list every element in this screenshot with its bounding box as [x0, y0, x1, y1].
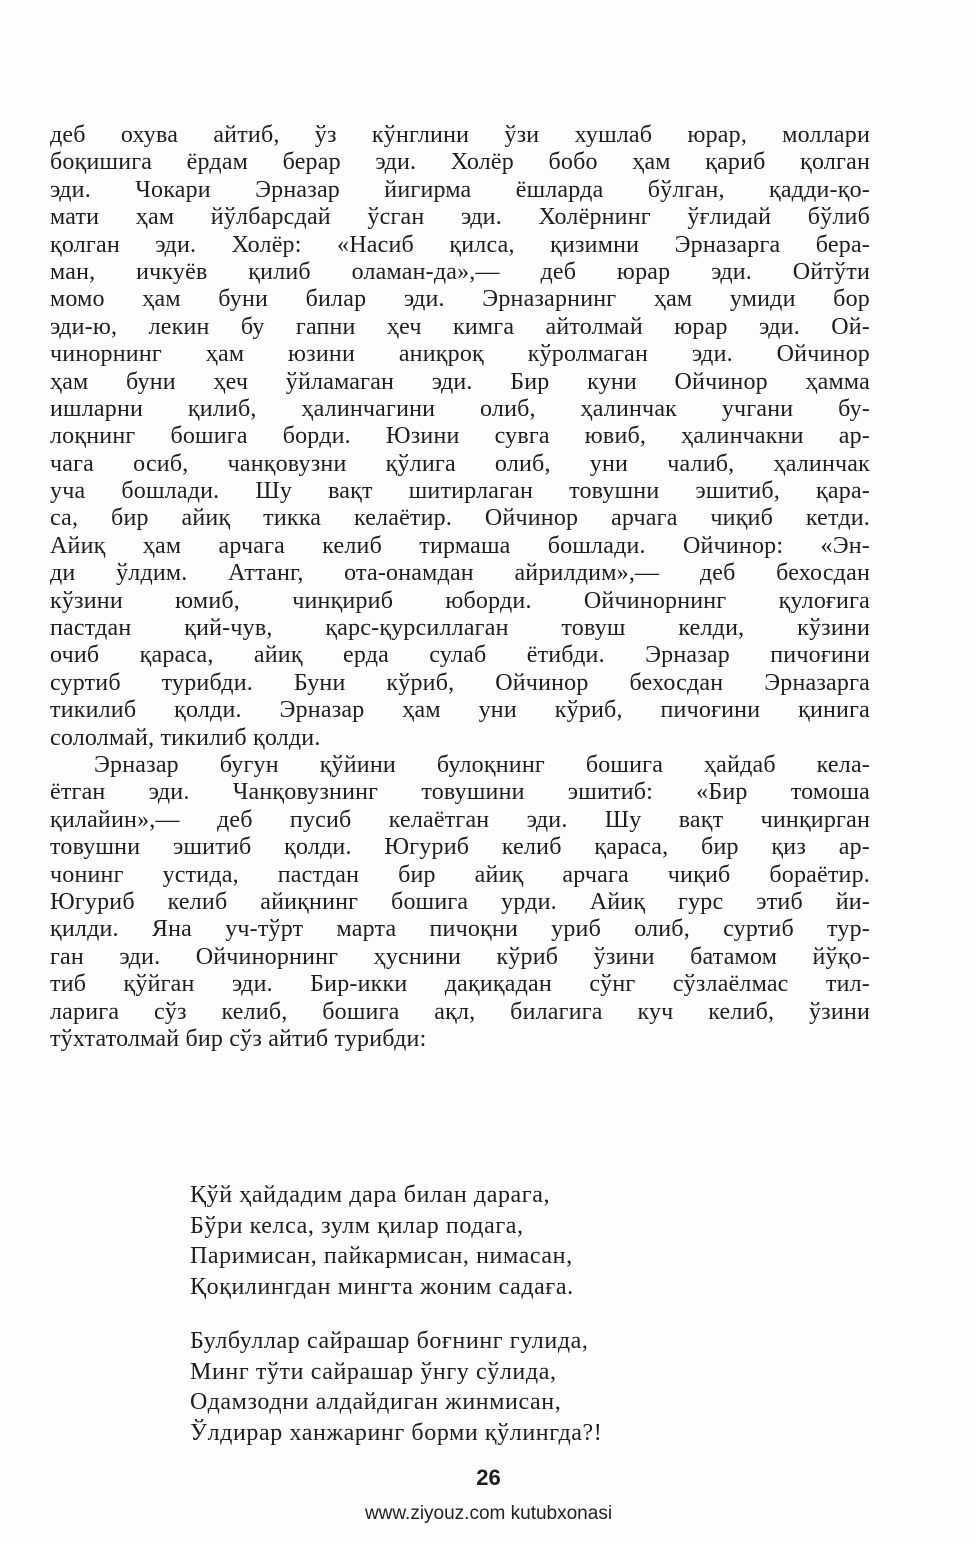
text-line: Югуриб келиб айиқнинг бошига урди. Айиқ гурс этиб йи- — [50, 888, 870, 915]
text-line: Эрназар бугун қўйини булоқнинг бошига ҳайдаб кела- — [94, 751, 870, 778]
text-line: товушни эшитиб қолди. Югуриб келиб қараса, бир қиз ар- — [50, 834, 870, 861]
paragraph-2 — [50, 752, 870, 1053]
text-line: пастдан қий-чув, қарс-қурсиллаган товуш келди, кўзини — [50, 615, 870, 642]
text-line: чага осиб, чанқовузни қўлига олиб, уни чалиб, ҳалинчак — [50, 450, 870, 477]
text-line: лоқнинг бошига борди. Юзини сувга ювиб, ҳалинчакни ар- — [50, 423, 870, 450]
text-line: ман, ичкуёв қилиб оламан-да»,— деб юрар эди. Ойтўти — [50, 258, 870, 285]
verse-line: Қоқилингдан мингта жоним садаға. — [190, 1273, 574, 1300]
text-line: сололмай, тикилиб қолди. — [50, 724, 321, 751]
text-line: эди-ю, лекин бу гапни ҳеч кимга айтолмай юрар эди. Ой- — [50, 313, 870, 340]
text-line: са, бир айиқ тикка келаётир. Ойчинор арчага чиқиб кетди. — [50, 505, 870, 532]
verse-stanza-2 — [190, 1326, 790, 1448]
verse-stanza-1 — [190, 1180, 790, 1302]
verse-line: Одамзодни алдайдиган жинмисан, — [190, 1389, 562, 1415]
text-line: ларига сўз келиб, бошига ақл, билагига куч келиб, ўзини — [50, 998, 870, 1025]
text-line: мати ҳам йўлбарсдай ўсган эди. Холёрнинг ўғлидай бўлиб — [50, 204, 870, 231]
text-line: тўхтатолмай бир сўз айтиб турибди: — [50, 1025, 427, 1052]
verse-line: Паримисан, пайкармисан, нимасан, — [190, 1243, 573, 1269]
text-line: кўзини юмиб, чинқириб юборди. Ойчинорнинг қулоғига — [50, 587, 870, 614]
text-line: уча бошлади. Шу вақт шитирлаган товушни эшитиб, қара- — [50, 478, 870, 505]
text-line: ҳам буни ҳеч ўйламаган эди. Бир куни Ойчинор ҳамма — [50, 368, 870, 395]
text-line: суртиб турибди. Буни кўриб, Ойчинор бехосдан Эрназарга — [50, 669, 870, 696]
verse-line: Минг тўти сайрашар ўнгу сўлида, — [190, 1358, 557, 1385]
text-line: деб охува айтиб, ўз кўнглини ўзи хушлаб юрар, моллари — [50, 122, 870, 148]
prose-text — [50, 122, 870, 1053]
text-line: тиб қўйган эди. Бир-икки дақиқадан сўнг сўзлаёлмас тил- — [50, 971, 870, 998]
verse-line: Ўлдирар ханжаринг борми қўлингда?! — [190, 1419, 603, 1446]
page-number: 26 — [476, 1465, 501, 1490]
footer-url: www.ziyouz.com kutubxonasi — [364, 1503, 613, 1524]
text-line: ган эди. Ойчинорнинг ҳуснини кўриб ўзини батамом йўқо- — [50, 943, 870, 970]
text-line: чинорнинг ҳам юзини аниқроқ кўролмаган эди. Ойчинор — [50, 341, 870, 368]
verse-line: Бўри келса, зулм қилар подага, — [190, 1212, 524, 1239]
text-line: боқишига ёрдам берар эди. Холёр бобо ҳам қариб қолган — [50, 149, 870, 176]
paragraph-1 — [50, 122, 870, 752]
text-line: қилайин»,— деб пусиб келаётган эди. Шу вақт чинқирган — [50, 806, 870, 833]
verse-line: Қўй ҳайдадим дара билан дарага, — [190, 1182, 551, 1208]
text-line: момо ҳам буни билар эди. Эрназарнинг ҳам умиди бор — [50, 286, 870, 313]
text-line: қолган эди. Холёр: «Насиб қилса, қизимни Эрназарга бера- — [50, 231, 870, 258]
text-line: ётган эди. Чанқовузнинг товушини эшитиб: «Бир томоша — [50, 779, 870, 806]
text-line: очиб қараса, айиқ ерда сулаб ётибди. Эрназар пичоғини — [50, 642, 870, 669]
text-line: ишларни қилиб, ҳалинчагини олиб, ҳалинчак учгани бу- — [50, 395, 870, 422]
text-line: ди ўлдим. Аттанг, ота-онамдан айрилдим»,— деб бехосдан — [50, 560, 870, 587]
text-line: чонинг устида, пастдан бир айиқ арчага чиқиб бораётир. — [50, 861, 870, 888]
text-line: қилди. Яна уч-тўрт марта пичоқни уриб олиб, суртиб тур- — [50, 916, 870, 943]
text-line: Айиқ ҳам арчага келиб тирмаша бошлади. Ойчинор: «Эн- — [50, 532, 870, 559]
verse-line: Булбуллар сайрашар боғнинг гулида, — [190, 1328, 589, 1354]
text-line: эди. Чокари Эрназар йигирма ёшларда бўлган, қадди-қо- — [50, 176, 870, 203]
text-line: тикилиб қолди. Эрназар ҳам уни кўриб, пичоғини қинига — [50, 697, 870, 724]
